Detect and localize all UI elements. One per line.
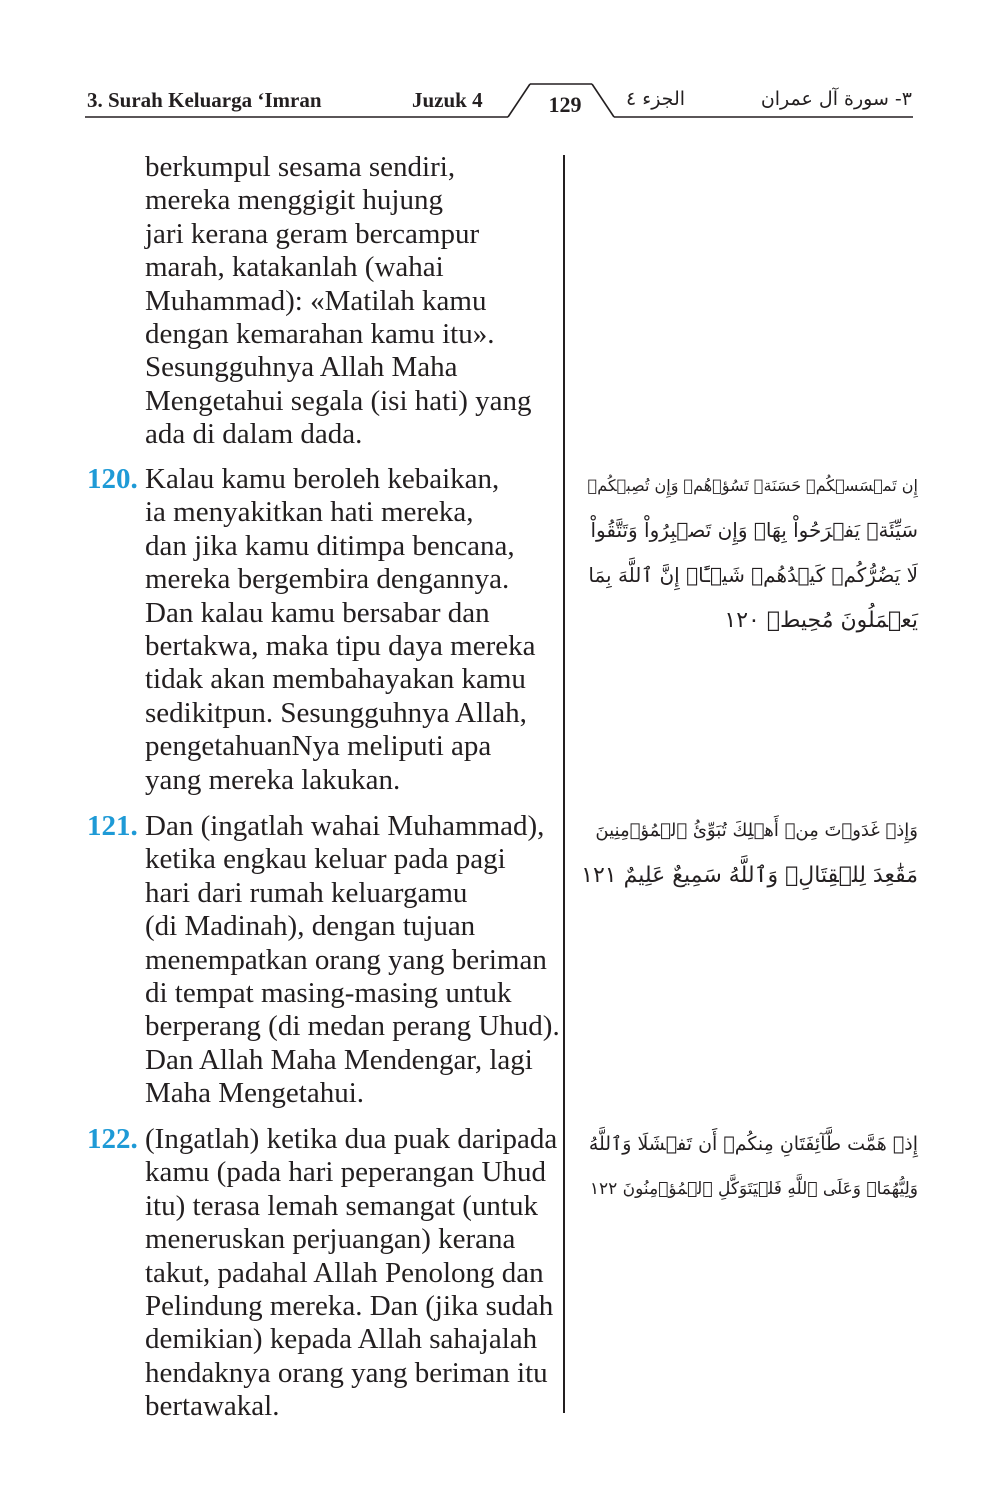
arabic-line: يَعۡمَلُونَ مُحِيطٞ ١٢٠	[724, 608, 918, 633]
verse-number-122: 122.	[87, 1123, 138, 1155]
text-line: hari dari rumah keluargamu	[145, 876, 468, 909]
surah-title-arabic: ٣- سورة آل عمران	[760, 88, 912, 110]
text-line: Pelindung mereka. Dan (jika sudah	[145, 1290, 554, 1323]
arabic-line: مَقَٰعِدَ لِلۡقِتَالِۗ وَٱللَّهُ سَمِيعٌ عَلِيمٌ ١٢١	[581, 863, 918, 888]
text-line: (di Madinah), dengan tujuan	[145, 910, 476, 943]
verse-translation-122	[145, 1123, 557, 1424]
arabic-line: وَإِذۡ غَدَوۡتَ مِنۡ أَهۡلِكَ تُبَوِّئُ ٱلۡمُؤۡمِنِينَ	[595, 820, 918, 841]
arabic-line: إِن تَمۡسَسۡكُمۡ حَسَنَةٞ تَسُؤۡهُمۡ وَإِن تُصِبۡكُمۡ	[587, 476, 918, 495]
page-number: 129	[548, 92, 582, 117]
surah-title-latin: 3. Surah Keluarga ‘Imran	[87, 88, 322, 112]
text-line: ada di dalam dada.	[145, 418, 363, 451]
arabic-line: سَيِّئَةٞ يَفۡرَحُواْ بِهَاۖ وَإِن تَصۡبِرُواْ وَتَتَّقُواْ	[590, 518, 918, 542]
text-line: Mengetahui segala (isi hati) yang	[145, 384, 532, 417]
text-line: Dan kalau kamu bersabar dan	[145, 596, 490, 629]
text-line: tidak akan membahayakan kamu	[145, 663, 526, 696]
text-line: berperang (di medan perang Uhud).	[145, 1010, 560, 1043]
arabic-line: وَلِيُّهُمَاۗ وَعَلَى ٱللَّهِ فَلۡيَتَوَكَّلِ ٱلۡمُؤۡمِنُونَ ١٢٢	[589, 1179, 918, 1199]
text-line: bertakwa, maka tipu daya mereka	[145, 630, 536, 663]
text-line: meneruskan perjuangan) kerana	[145, 1223, 516, 1256]
text-line: jari kerana geram bercampur	[145, 217, 480, 250]
text-line: yang mereka lakukan.	[145, 763, 401, 796]
text-line: Muhammad): «Matilah kamu	[145, 284, 487, 317]
verse-arabic-122	[578, 1122, 918, 1212]
arabic-line: لَا يَضُرُّكُمۡ كَيۡدُهُمۡ شَيۡـًٔاۗ إِنَّ ٱللَّهَ بِمَا	[588, 563, 918, 587]
verse-arabic-121	[578, 808, 918, 898]
text-line: Dan Allah Maha Mendengar, lagi	[145, 1043, 533, 1076]
text-line: menempatkan orang yang beriman	[145, 943, 547, 976]
juz-label-arabic: الجزء ٤	[626, 88, 686, 110]
text-line: pengetahuanNya meliputi apa	[145, 730, 492, 763]
verse-number-120: 120.	[87, 463, 138, 495]
arabic-line: إِذۡ هَمَّت طَّآئِفَتَانِ مِنكُمۡ أَن تَفۡشَلَا وَٱللَّهُ	[588, 1133, 918, 1155]
text-line: bertawakal.	[145, 1390, 280, 1423]
text-line: itu) terasa lemah semangat (untuk	[145, 1189, 538, 1222]
verse-translation-121	[145, 810, 560, 1111]
juzuk-label: Juzuk 4	[412, 88, 483, 112]
text-line: mereka menggigit hujung	[145, 184, 443, 217]
text-line: sedikitpun. Sesungguhnya Allah,	[145, 696, 527, 729]
text-line: Dan (ingatlah wahai Muhammad),	[145, 810, 545, 842]
text-line: ketika engkau keluar pada pagi	[145, 843, 506, 876]
text-line: kamu (pada hari peperangan Uhud	[145, 1156, 547, 1189]
text-line: marah, katakanlah (wahai	[145, 251, 444, 284]
text-line: Maha Mengetahui.	[145, 1077, 365, 1110]
text-line: takut, padahal Allah Penolong dan	[145, 1256, 544, 1289]
page-header	[0, 0, 1000, 130]
verse-arabic-120	[578, 463, 918, 643]
text-line: dengan kemarahan kamu itu».	[145, 318, 495, 351]
text-line: hendaknya orang yang beriman itu	[145, 1356, 548, 1389]
column-divider	[563, 155, 565, 1413]
text-line: berkumpul sesama sendiri,	[145, 151, 456, 183]
continued-translation	[145, 151, 557, 452]
text-line: di tempat masing-masing untuk	[145, 977, 512, 1010]
verse-translation-120	[145, 463, 557, 797]
text-line: Kalau kamu beroleh kebaikan,	[145, 463, 500, 495]
text-line: ia menyakitkan hati mereka,	[145, 496, 474, 529]
verse-number-121: 121.	[87, 810, 138, 842]
text-line: (Ingatlah) ketika dua puak daripada	[145, 1123, 558, 1155]
text-line: demikian) kepada Allah sahajalah	[145, 1323, 538, 1356]
text-line: dan jika kamu ditimpa bencana,	[145, 529, 515, 562]
text-line: Sesungguhnya Allah Maha	[145, 351, 458, 384]
text-line: mereka bergembira dengannya.	[145, 563, 510, 596]
